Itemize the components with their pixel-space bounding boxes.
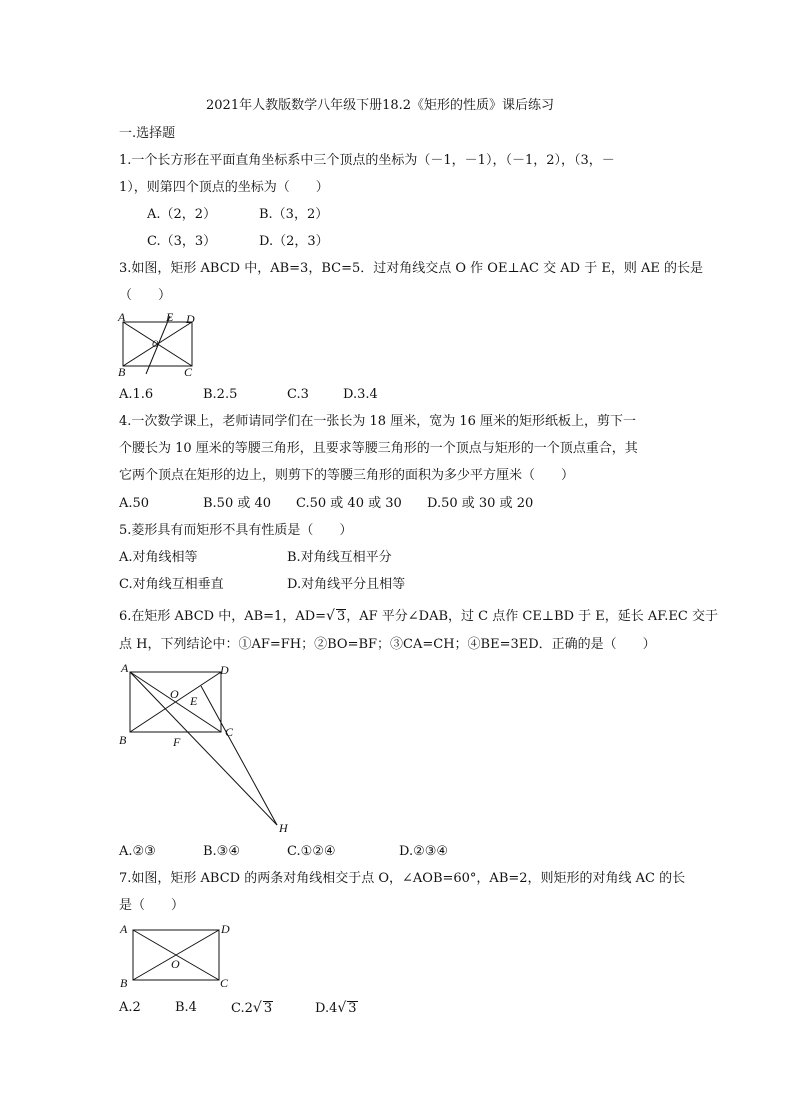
q4-option-d: D.50 或 30 或 20 [427,496,534,511]
q4-option-c: C.50 或 40 或 30 [296,496,402,511]
q6-option-b: B.③④ [203,844,240,859]
q7-option-b: B.4 [175,1000,197,1015]
q3-label-d: D [186,312,195,326]
q6-option-d: D.②③④ [399,844,449,859]
q4-stem-line2: 个腰长为 10 厘米的等腰三角形，且要求等腰三角形的一个顶点与矩形的一个顶点重合，其 [119,441,638,456]
q3-figure [114,310,204,380]
q5-option-a: A.对角线相等 [119,550,198,565]
q6-option-a: A.②③ [119,844,156,859]
q6-label-e: E [190,694,198,708]
q4-stem-line3: 它两个顶点在矩形的边上，则剪下的等腰三角形的面积为多少平方厘米（ ） [119,468,575,483]
q3-label-b: B [118,365,126,379]
q3-label-e: E [166,310,174,324]
q6-stem-line2: 点 H，下列结论中：①AF=FH；②BO=BF；③CA=CH；④BE=3ED．正确的是（ ） [119,637,656,652]
sqrt-sign: √ [252,1000,262,1016]
q3-option-c: C.3 [287,387,309,402]
q6-stem-pre: 6.在矩形 ABCD 中，AB=1，AD= [119,609,327,624]
q4-option-a: A.50 [119,496,150,511]
sqrt-sign: √ [326,608,335,624]
q1-option-d: D.（2，3） [259,234,329,249]
q1-stem-line2: 1），则第四个顶点的坐标为（ ） [119,180,329,195]
q6-option-c: C.①②④ [287,844,336,859]
q1-option-b: B.（3，2） [259,207,329,222]
q5-stem: 5.菱形具有而矩形不具有性质是（ ） [119,523,353,538]
q7-option-c [231,1000,273,1017]
q6-label-a: A [121,661,129,675]
sqrt-sign: √ [337,1000,347,1016]
q3-option-a: A.1.6 [119,387,154,402]
q3-label-a: A [118,310,126,324]
q7-option-d-sqrt: 3 [348,1001,357,1016]
q7-label-a: A [120,922,128,936]
q7-option-c-sqrt: 3 [263,1001,273,1016]
q6-stem-line1 [119,608,718,625]
q6-label-c: C [225,725,234,739]
q7-figure [114,918,239,993]
q7-stem-line1: 7.如图，矩形 ABCD 的两条对角线相交于点 O，∠AOB=60°，AB=2，则矩形的对角线 AC 的长 [119,871,686,886]
q4-option-b: B.50 或 40 [203,496,272,511]
q6-label-h: H [279,821,288,835]
q3-option-b: B.2.5 [203,387,238,402]
q3-stem-line1: 3.如图，矩形 ABCD 中，AB=3，BC=5．过对角线交点 O 作 OE⊥AC 交 AD 于 E，则 AE 的长是 [119,261,703,276]
q1-option-a: A.（2，2） [147,207,217,222]
page-title: 2021年人教版数学八年级下册18.2《矩形的性质》课后练习 [206,98,555,113]
q5-option-d: D.对角线平分且相等 [287,577,406,592]
q6-sqrt-value: 3 [336,609,346,624]
q6-label-d: D [220,663,229,677]
q7-label-b: B [120,976,128,990]
q6-line-ah [130,672,277,825]
q6-label-b: B [119,733,127,747]
q7-label-o: O [171,957,180,971]
q3-option-d: D.3.4 [343,387,378,402]
q5-option-c: C.对角线互相垂直 [119,577,224,592]
q3-label-o: O [152,339,159,349]
q1-stem-line1: 1.一个长方形在平面直角坐标系中三个顶点的坐标为（－1，－1），（－1，2），（3，－ [119,153,615,168]
q7-option-d-pre: D.4 [315,1001,338,1016]
q7-option-c-pre: C.2 [231,1001,253,1016]
q3-label-c: C [184,365,193,379]
q5-option-b: B.对角线互相平分 [287,550,392,565]
q3-stem-line2: （ ） [119,288,172,303]
q7-option-d [315,1000,358,1017]
q1-option-c: C.（3，3） [147,234,217,249]
section-heading: 一.选择题 [119,126,176,141]
q4-stem-line1: 4.一次数学课上，老师请同学们在一张长为 18 厘米，宽为 16 厘米的矩形纸板上，剪下一 [119,414,637,429]
q6-line-eh [201,686,277,825]
q7-label-c: C [220,976,229,990]
q7-stem-line2: 是（ ） [119,898,185,913]
q6-stem-post: ，AF 平分∠DAB，过 C 点作 CE⊥BD 于 E，延长 AF.EC 交于 [346,609,718,624]
q7-option-a: A.2 [119,1000,141,1015]
q7-label-d: D [221,922,230,936]
q6-figure [114,660,304,840]
q6-label-f: F [173,735,181,749]
q6-label-o: O [170,687,179,701]
